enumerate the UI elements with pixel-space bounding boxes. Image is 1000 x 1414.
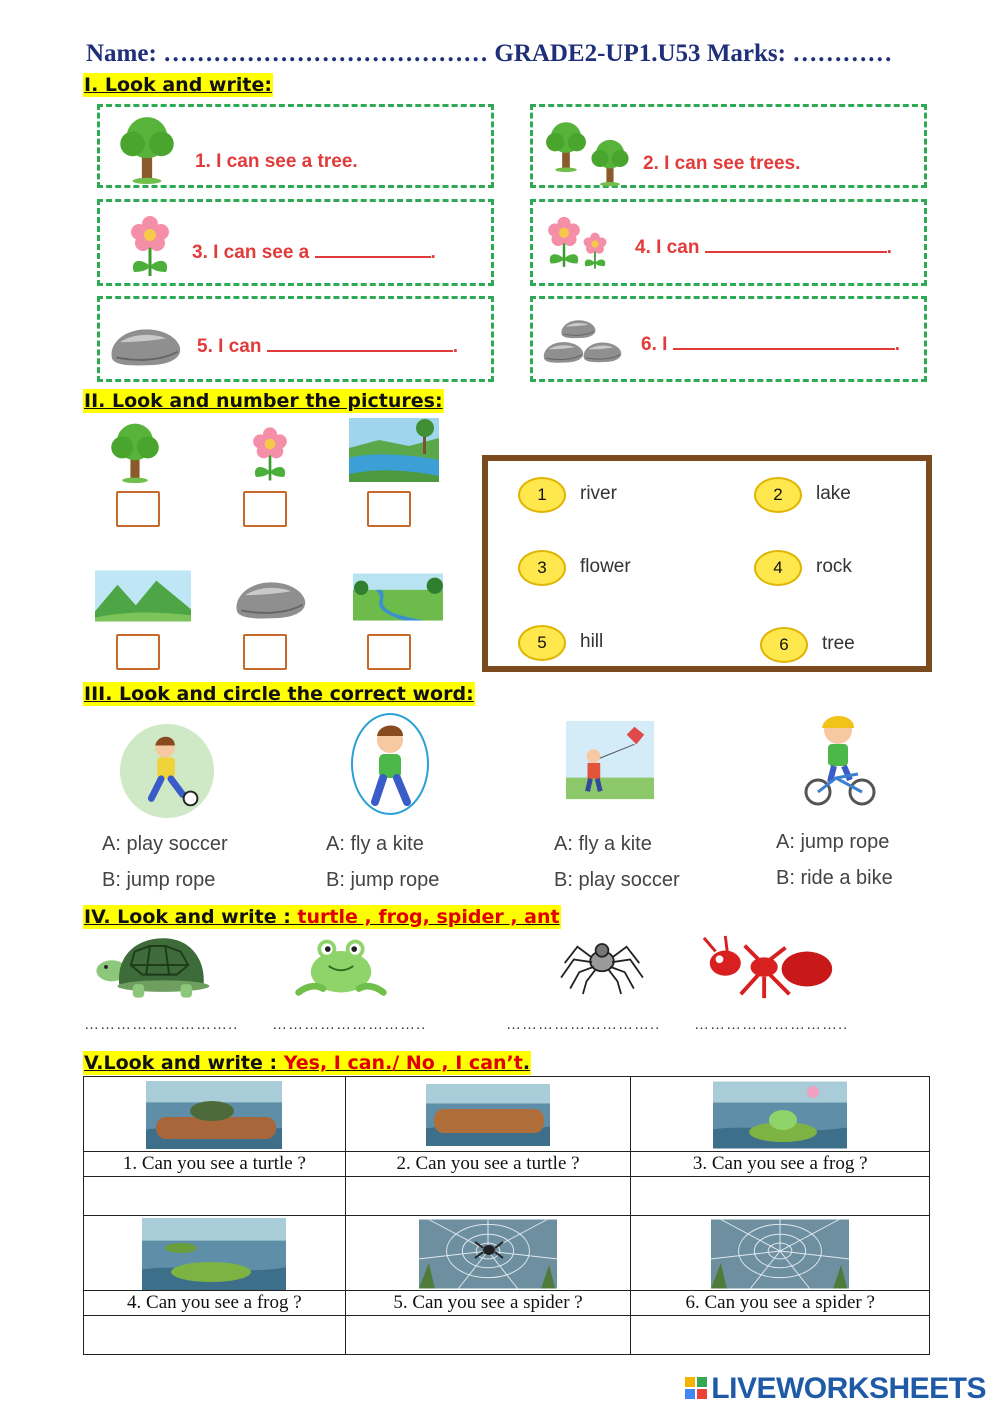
turtle-on-log-picture <box>146 1081 282 1149</box>
legend-word-1: river <box>580 483 617 504</box>
write-item-5-end: . <box>452 336 458 357</box>
legend-word-6: tree <box>822 633 855 654</box>
question-6: 6. Can you see a spider ? <box>631 1291 930 1316</box>
name-label: Name: <box>86 40 157 67</box>
marks-label: Marks: <box>706 40 786 67</box>
write-item-5-blank[interactable] <box>267 334 453 352</box>
write-item-4-text: 4. I can <box>635 237 700 258</box>
trees-icon-second <box>587 137 633 187</box>
answer-cell-4[interactable] <box>84 1316 346 1355</box>
write-item-3 <box>97 199 494 286</box>
option-1b[interactable]: B: jump rope <box>102 869 216 891</box>
section-5-title <box>83 1051 531 1075</box>
empty-log-picture <box>426 1081 550 1149</box>
write-item-4-blank[interactable] <box>705 235 887 253</box>
flower-picture <box>240 422 300 484</box>
section-1-title: I. Look and write: <box>84 74 272 96</box>
flying-kite-picture <box>566 720 654 800</box>
write-item-4-end: . <box>886 237 892 258</box>
legend-badge-1: 1 <box>518 477 566 513</box>
frog-picture <box>286 934 396 1000</box>
question-6-picture-cell <box>631 1216 930 1291</box>
legend-badge-4: 4 <box>754 550 802 586</box>
rocks-icon-second <box>541 337 585 365</box>
question-1-picture-cell <box>84 1077 346 1152</box>
write-item-1-text: 1. I can see a tree. <box>195 151 358 172</box>
hill-picture <box>95 570 191 622</box>
write-item-6-blank[interactable] <box>673 332 895 350</box>
turtle-picture <box>83 932 217 1000</box>
section-5-period: . <box>522 1052 531 1074</box>
legend-word-5: hill <box>580 631 604 652</box>
answer-line-turtle[interactable]: ……………………….. <box>84 1016 239 1033</box>
legend-badge-3: 3 <box>518 550 566 586</box>
write-item-2 <box>530 104 927 188</box>
legend-badge-2: 2 <box>754 477 802 513</box>
answer-line-frog[interactable]: ……………………….. <box>272 1016 427 1033</box>
option-2a[interactable]: A: fly a kite <box>326 833 424 855</box>
flowers-icon-second <box>577 228 613 272</box>
option-4b[interactable]: B: ride a bike <box>776 867 893 889</box>
riding-bike-picture <box>800 708 880 808</box>
section-4-word-bank: turtle , frog, spider , ant <box>297 906 560 928</box>
legend-word-2: lake <box>816 483 851 504</box>
section-2-title: II. Look and number the pictures: <box>84 390 443 412</box>
rock-icon <box>106 321 184 369</box>
write-item-6 <box>530 296 927 382</box>
write-item-1 <box>97 104 494 188</box>
answer-line-spider[interactable]: ……………………….. <box>506 1016 661 1033</box>
option-2b[interactable]: B: jump rope <box>326 869 440 891</box>
write-item-3-text: 3. I can see a <box>192 242 310 263</box>
write-item-4-sentence <box>635 235 892 259</box>
section-5-answer-options: Yes, I can./ No , I can’t <box>283 1052 523 1074</box>
frog-on-lilypad-picture <box>713 1080 847 1150</box>
number-box-1[interactable] <box>116 491 160 527</box>
write-item-6-text: 6. I <box>641 334 668 355</box>
spider-picture <box>552 932 652 996</box>
empty-web-picture <box>711 1218 849 1290</box>
option-4a[interactable]: A: jump rope <box>776 831 890 853</box>
legend-word-4: rock <box>816 556 852 577</box>
section-4-title <box>83 905 561 929</box>
question-3: 3. Can you see a frog ? <box>631 1152 930 1177</box>
lake-picture <box>348 418 440 482</box>
option-1a[interactable]: A: play soccer <box>102 833 228 855</box>
rock-picture <box>226 574 314 622</box>
spider-on-web-picture <box>419 1218 557 1290</box>
option-3a[interactable]: A: fly a kite <box>554 833 652 855</box>
answer-cell-3[interactable] <box>631 1177 930 1216</box>
write-item-3-sentence <box>192 240 436 264</box>
river-picture <box>353 573 443 621</box>
liveworksheets-logo[interactable] <box>685 1372 986 1406</box>
write-item-6-sentence <box>641 332 900 356</box>
jumping-rope-picture <box>344 712 436 822</box>
number-box-5[interactable] <box>243 634 287 670</box>
question-5: 5. Can you see a spider ? <box>345 1291 631 1316</box>
write-item-5-sentence <box>197 334 458 358</box>
tree-picture <box>102 420 168 484</box>
flower-icon <box>120 210 180 280</box>
question-5-picture-cell <box>345 1216 631 1291</box>
question-3-picture-cell <box>631 1077 930 1152</box>
number-box-2[interactable] <box>243 491 287 527</box>
logo-text: LIVEWORKSHEETS <box>711 1372 986 1405</box>
question-1: 1. Can you see a turtle ? <box>84 1152 346 1177</box>
answer-cell-2[interactable] <box>345 1177 631 1216</box>
section-4-title-text: IV. Look and write : <box>84 906 298 928</box>
liveworksheets-icon <box>685 1377 709 1401</box>
answer-line-ant[interactable]: ……………………….. <box>694 1016 849 1033</box>
legend-word-3: flower <box>580 556 631 577</box>
playing-soccer-picture <box>118 722 216 820</box>
grade-code: GRADE2-UP1.U53 <box>494 40 701 67</box>
trees-icon <box>543 119 589 173</box>
write-item-2-text: 2. I can see trees. <box>643 153 801 174</box>
section-5-title-text: V.Look and write : <box>84 1052 284 1074</box>
section-3-title: III. Look and circle the correct word: <box>84 683 474 705</box>
write-item-5-text: 5. I can <box>197 336 262 357</box>
write-item-3-end: . <box>430 242 436 263</box>
answer-cell-1[interactable] <box>84 1177 346 1216</box>
option-3b[interactable]: B: play soccer <box>554 869 680 891</box>
worksheet-header <box>86 40 892 68</box>
write-item-3-blank[interactable] <box>315 240 431 258</box>
answer-cell-5[interactable] <box>345 1316 631 1355</box>
question-table <box>83 1076 930 1355</box>
write-item-5 <box>97 296 494 382</box>
answer-cell-6[interactable] <box>631 1316 930 1355</box>
number-box-3[interactable] <box>367 491 411 527</box>
empty-lilypad-picture <box>141 1218 287 1290</box>
rocks-icon-third <box>581 337 623 365</box>
ant-picture <box>696 934 842 1002</box>
number-box-6[interactable] <box>367 634 411 670</box>
write-item-6-end: . <box>894 334 900 355</box>
tree-icon <box>116 113 178 185</box>
question-2: 2. Can you see a turtle ? <box>345 1152 631 1177</box>
legend-badge-5: 5 <box>518 625 566 661</box>
marks-field[interactable]: ………… <box>792 40 893 67</box>
question-2-picture-cell <box>345 1077 631 1152</box>
word-legend <box>482 455 932 672</box>
question-4: 4. Can you see a frog ? <box>84 1291 346 1316</box>
question-4-picture-cell <box>84 1216 346 1291</box>
name-field[interactable]: ………………………………… <box>163 40 489 67</box>
legend-badge-6: 6 <box>760 627 808 663</box>
write-item-4 <box>530 199 927 286</box>
number-box-4[interactable] <box>116 634 160 670</box>
